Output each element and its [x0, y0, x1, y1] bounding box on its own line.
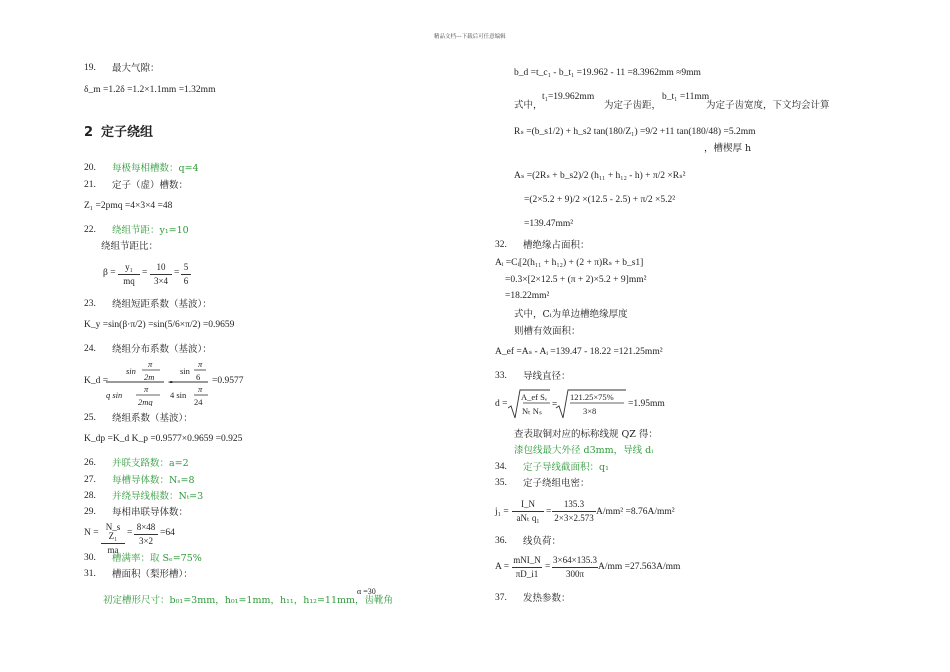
item-label: 并绕导线根数：Nₜ=3 [112, 491, 204, 502]
svg-text:6: 6 [196, 372, 201, 382]
item-label: 每相串联导体数： [112, 507, 189, 518]
equation: =0.3×[2×12.5 + (π + 2)×5.2 + 9]mm² [505, 275, 647, 285]
equation-lhs: A = [495, 562, 510, 572]
item-label: 槽满率：取 Sₑ=75% [112, 553, 202, 564]
item-number: 24. [84, 344, 96, 354]
page-header: 精品文档---下载后可任意编辑 [434, 34, 506, 40]
fraction [512, 556, 542, 579]
numerator: 8×48 [136, 522, 156, 532]
svg-text:π: π [148, 359, 153, 369]
item-label: 每槽导体数：Nₛ=8 [112, 475, 195, 486]
equation-result: =64 [160, 528, 175, 538]
equation-lhs: K_d = [84, 376, 109, 386]
equation-result: A/mm =27.563A/mm [598, 562, 681, 572]
item-number: 32. [495, 240, 507, 250]
svg-text:=: = [552, 399, 558, 409]
fraction [512, 500, 544, 523]
item-label: 绕组节距比： [101, 241, 159, 252]
fraction [181, 263, 191, 286]
numerator: 10 [156, 262, 166, 272]
item-label: 最大气隙： [112, 63, 160, 74]
denominator: 2×3×2.573 [554, 513, 594, 523]
svg-text:sin: sin [126, 366, 136, 376]
note-text: 为定子齿宽度，下文均会计算 [706, 100, 830, 111]
denominator: 3×8 [583, 406, 597, 416]
numerator: mNI_N [513, 555, 541, 565]
svg-text:=: = [168, 377, 173, 387]
equation-lhs: N = [84, 528, 99, 538]
equation: K_y =sin(β·π/2) =sin(5/6×π/2) =0.9659 [84, 320, 235, 330]
svg-text:24: 24 [194, 397, 203, 406]
note-text: 式中， [514, 100, 543, 111]
svg-text:q sin: q sin [106, 390, 123, 400]
equation-lhs: j₁ = [495, 507, 509, 517]
item-label: 线负荷： [523, 536, 562, 547]
item-number: 34. [495, 462, 507, 472]
denominator: Nₜ Nₛ [522, 406, 543, 416]
equation: t₁=19.962mm [542, 92, 595, 102]
item-label: 绕组节距：y₁=10 [112, 225, 189, 236]
note-text: 查表取铜对应的标称线规 QZ 得： [514, 429, 658, 440]
denominator: πD_i1 [515, 569, 539, 579]
item-number: 33. [495, 371, 507, 381]
fraction [101, 523, 125, 555]
svg-text:π: π [198, 384, 203, 394]
item-number: 27. [84, 475, 96, 485]
section-title: 定子绕组 [101, 125, 154, 140]
equation-lhs: β = [103, 268, 116, 278]
numerator: A_ef Sₑ [521, 392, 548, 402]
note-text: ，槽楔厚 h [704, 143, 752, 154]
equation: b_d =t_c₁ - b_t₁ =19.962 - 11 =8.3962mm ≈9mm [514, 68, 701, 78]
equation: =139.47mm² [524, 219, 574, 229]
section-number: 2 [84, 125, 94, 140]
denominator: 6 [183, 276, 189, 286]
denominator: mq [123, 276, 135, 286]
item-number: 20. [84, 163, 96, 173]
item-label: 并联支路数：a=2 [112, 458, 189, 469]
item-label: 初定槽形尺寸：b₀₁=3mm，h₀₁=1mm，h₁₁，h₁₂=11mm，齿靴角 [103, 595, 394, 606]
item-number: 25. [84, 413, 96, 423]
note-text: 为定子齿距， [604, 100, 662, 111]
item-number: 28. [84, 491, 96, 501]
denominator: ma [107, 545, 119, 555]
equation: Aₛ =(2Rₛ + b_s2)/2 (h₁₁ + h₁₂ - h) + π/2 ×Rₛ² [514, 171, 686, 181]
item-label: 绕组分布系数（基波）： [112, 344, 212, 355]
numerator: y₁ [125, 262, 133, 272]
equation: =18.22mm² [505, 291, 550, 301]
item-number: 19. [84, 63, 96, 73]
numerator: 135.3 [563, 499, 585, 509]
numerator: I_N [521, 499, 535, 509]
item-number: 26. [84, 458, 96, 468]
item-label: 导线直径： [523, 371, 571, 382]
item-number: 23. [84, 299, 96, 309]
numerator: 5 [183, 262, 189, 272]
equation: Rₛ =(b_s1/2) + h_s2 tan(180/Z₁) =9/2 +11 tan(180/48) =5.2mm [514, 127, 756, 137]
item-label: 每极每相槽数：q=4 [112, 163, 199, 174]
item-number: 36. [495, 536, 507, 546]
equation-result: =0.9577 [212, 376, 244, 386]
svg-text:4 sin: 4 sin [170, 390, 187, 400]
numerator: 3×64×135.3 [553, 555, 597, 565]
item-number: 21. [84, 180, 96, 190]
equation: A_ef =Aₛ - Aᵢ =139.47 - 18.22 =121.25mm² [495, 347, 663, 357]
equation: =(2×5.2 + 9)/2 ×(12.5 - 2.5) + π/2 ×5.2² [524, 195, 676, 205]
denominator: 3×4 [153, 276, 169, 286]
equation: K_dp =K_d K_p =0.9577×0.9659 =0.925 [84, 434, 243, 444]
equation-lhs: d = [495, 399, 508, 409]
equation-result: =1.95mm [628, 399, 665, 409]
item-label: 槽面积（梨形槽）： [112, 569, 193, 580]
item-number: 31. [84, 569, 96, 579]
denominator: 3×2 [138, 536, 154, 546]
svg-text:π: π [144, 384, 149, 394]
equation: δ_m =1.2δ =1.2×1.1mm =1.32mm [84, 85, 216, 95]
fraction [118, 263, 140, 286]
svg-text:2mq: 2mq [138, 397, 153, 406]
item-number: 37. [495, 593, 507, 603]
item-label: 发热参数： [523, 593, 571, 604]
note-text: 则槽有效面积： [514, 326, 581, 337]
item-label: 定子（虚）槽数： [112, 180, 189, 191]
svg-text:sin: sin [180, 366, 190, 376]
item-number: 22. [84, 225, 96, 235]
denominator: aNₜ q₁ [516, 513, 540, 523]
denominator: 300π [565, 569, 585, 579]
numerator: 121.25×75% [570, 392, 614, 402]
equation: b_t₁ =11mm [662, 92, 710, 102]
item-label: 绕组系数（基波）： [112, 413, 193, 424]
equation-result: A/mm² =8.76A/mm² [596, 507, 675, 517]
fraction [150, 263, 172, 286]
note-text: 漆包线最大外径 d3mm，导线 dᵢ [514, 445, 654, 456]
alpha-value: α =30 [357, 587, 376, 596]
note-text: 式中，Cᵢ为单边槽绝缘厚度 [514, 309, 628, 320]
svg-text:2m: 2m [144, 372, 155, 382]
kd-fraction-graphic-2 [170, 358, 210, 406]
equation: Z₁ =2pmq =4×3×4 =48 [84, 201, 173, 211]
equation: Aᵢ =Cᵢ[2(h₁₁ + h₁₂) + (2 + π)Rₛ + b_s1] [495, 258, 644, 268]
item-label: 绕组短距系数（基波）： [112, 299, 212, 310]
fraction [552, 500, 596, 523]
item-label: 定子绕组电密： [523, 478, 590, 489]
fraction [134, 523, 158, 546]
numerator: N_s Z₁ [105, 522, 121, 541]
item-number: 29. [84, 507, 96, 517]
item-number: 30. [84, 553, 96, 563]
fraction [552, 556, 598, 579]
item-number: 35. [495, 478, 507, 488]
svg-text:π: π [198, 359, 203, 369]
item-label: 槽绝缘占面积： [523, 240, 590, 251]
item-label: 定子导线截面积：q₁ [523, 462, 609, 473]
